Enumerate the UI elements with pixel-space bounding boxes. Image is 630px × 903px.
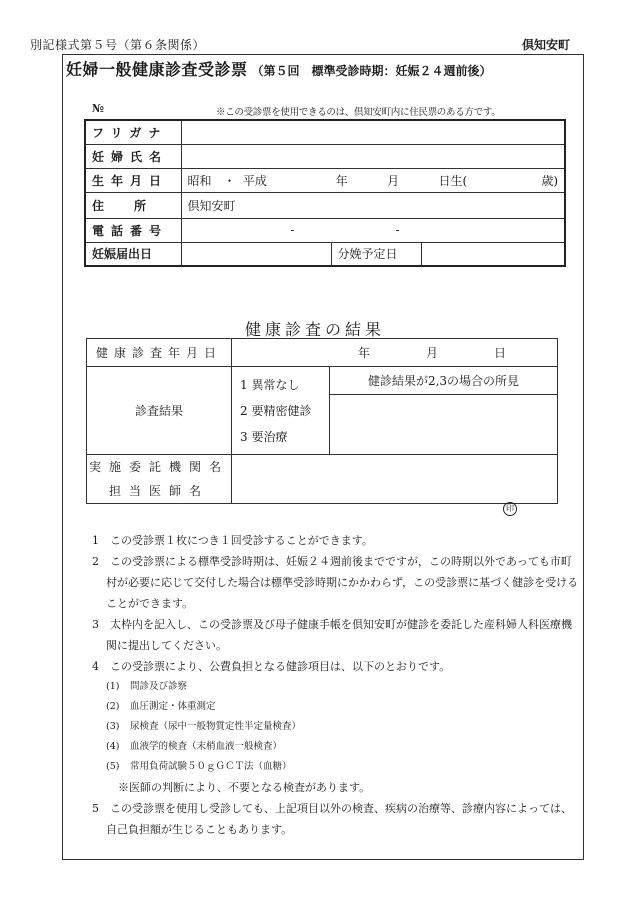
dob-month-unit: 月 [387,173,400,188]
name-label: 妊婦氏名 [85,144,181,168]
dob-day-unit: 日生( [438,173,468,188]
personal-info-table [84,119,566,267]
eligibility-notice: ※この受診票を使用できるのは、倶知安町内に住民票のある方です。 [216,107,501,118]
exam-item: (1) 問診及び診察 [106,681,188,692]
note-4: 4 この受診票により、公費負担となる健診項目は、以下のとおりです。 [92,660,451,673]
dob-era-heisei: 平成 [242,173,267,188]
note-2-line-1: 2 この受診票による標準受診時期は、妊娠２４週前後までですが，この時期以外であっても市町 [92,555,572,568]
note-2-line-2: 村が必要に応じて交付した場合は標準受診時期にかかわらず，この受診票に基づく健診を受ける [106,576,579,589]
exam-item: (2) 血圧測定・体重測定 [106,701,216,712]
result-options[interactable] [232,367,330,455]
option-detailed-exam[interactable]: 2 要精密健診 [240,403,312,418]
title-main: 妊婦一般健康診査受診票 [66,60,248,79]
number-label: № [92,102,104,115]
phone-row [85,218,565,242]
town-name: 倶知安町 [522,38,571,52]
exam-year-unit: 年 [357,346,370,360]
address-label: 住 所 [85,192,181,218]
exam-item: (3) 尿検査（尿中一般物質定性半定量検査） [106,721,302,732]
exam-item: (5) 常用負荷試験５０ｇＧＣＴ法（血糖） [106,761,292,772]
due-date-label: 分娩予定日 [331,242,421,266]
form-title [66,57,492,80]
note-3-line-1: 3 太枠内を記入し、この受診票及び母子健康手帳を倶知安町が健診を委託した産科婦人科医療機 [92,618,572,631]
name-row [85,144,565,168]
option-treatment[interactable]: 3 要治療 [240,429,288,444]
dob-field[interactable] [181,168,565,192]
results-table [86,338,558,504]
note-3-line-2: 関に提出してください。 [106,639,227,652]
exam-item: (4) 血液学的検査（末梢血液一般検査） [106,741,283,752]
dates-row [85,242,565,266]
institution-field[interactable] [232,455,558,504]
option-no-abnormality[interactable]: 1 異常なし [240,377,300,392]
note-5-line-1: 5 この受診票を使用し受診しても、上記項目以外の検査、疾病の治療等、診療内容によっては、 [92,802,572,815]
phone-separator-1: - [290,223,295,237]
exam-date-field[interactable] [232,339,558,367]
address-field[interactable]: 倶知安町 [181,192,565,218]
note-5-line-2: 自己負担額が生じることもあります。 [106,823,293,836]
dob-label: 生年月日 [85,168,181,192]
dob-age-unit: 歳) [541,173,558,188]
phone-separator-2: - [395,223,400,237]
phone-field[interactable] [181,218,565,242]
note-2-line-3: ことができます。 [106,597,194,610]
finding-cell[interactable] [330,367,558,455]
notes-section [92,530,582,840]
exam-result-row [87,367,558,455]
institution-label: 実施委託機関名 担当医師名 [87,455,232,504]
exam-date-row [87,339,558,367]
exam-result-label: 診査結果 [87,367,232,455]
exam-month-unit: 月 [425,346,438,360]
pregnancy-report-label: 妊娠届出日 [85,242,181,266]
phone-label: 電話番号 [85,218,181,242]
exam-date-label: 健康診査年月日 [87,339,232,367]
dob-row [85,168,565,192]
furigana-field[interactable] [181,120,565,144]
dob-era-showa: 昭和 ・ [187,173,236,188]
finding-header: 健診結果が2,3の場合の所見 [330,367,557,395]
note-1: 1 この受診票１枚につき１回受診することができます。 [92,534,373,547]
doctor-caution: ※医師の判断により、不要となる検査があります。 [118,781,371,794]
dob-year-unit: 年 [335,173,348,188]
form-reference: 別記様式第５号（第６条関係） [30,38,206,52]
furigana-label: フリガナ [85,120,181,144]
exam-day-unit: 日 [493,346,506,360]
furigana-row [85,120,565,144]
due-date-field[interactable] [421,242,565,266]
pregnancy-report-field[interactable] [181,242,331,266]
title-sub: （第５回 標準受診時期：妊娠２４週前後） [251,64,492,78]
name-field[interactable] [181,144,565,168]
institution-row [87,455,558,504]
seal-mark: 印 [503,502,517,516]
results-section-title: 健康診査の結果 [244,320,385,339]
address-row [85,192,565,218]
